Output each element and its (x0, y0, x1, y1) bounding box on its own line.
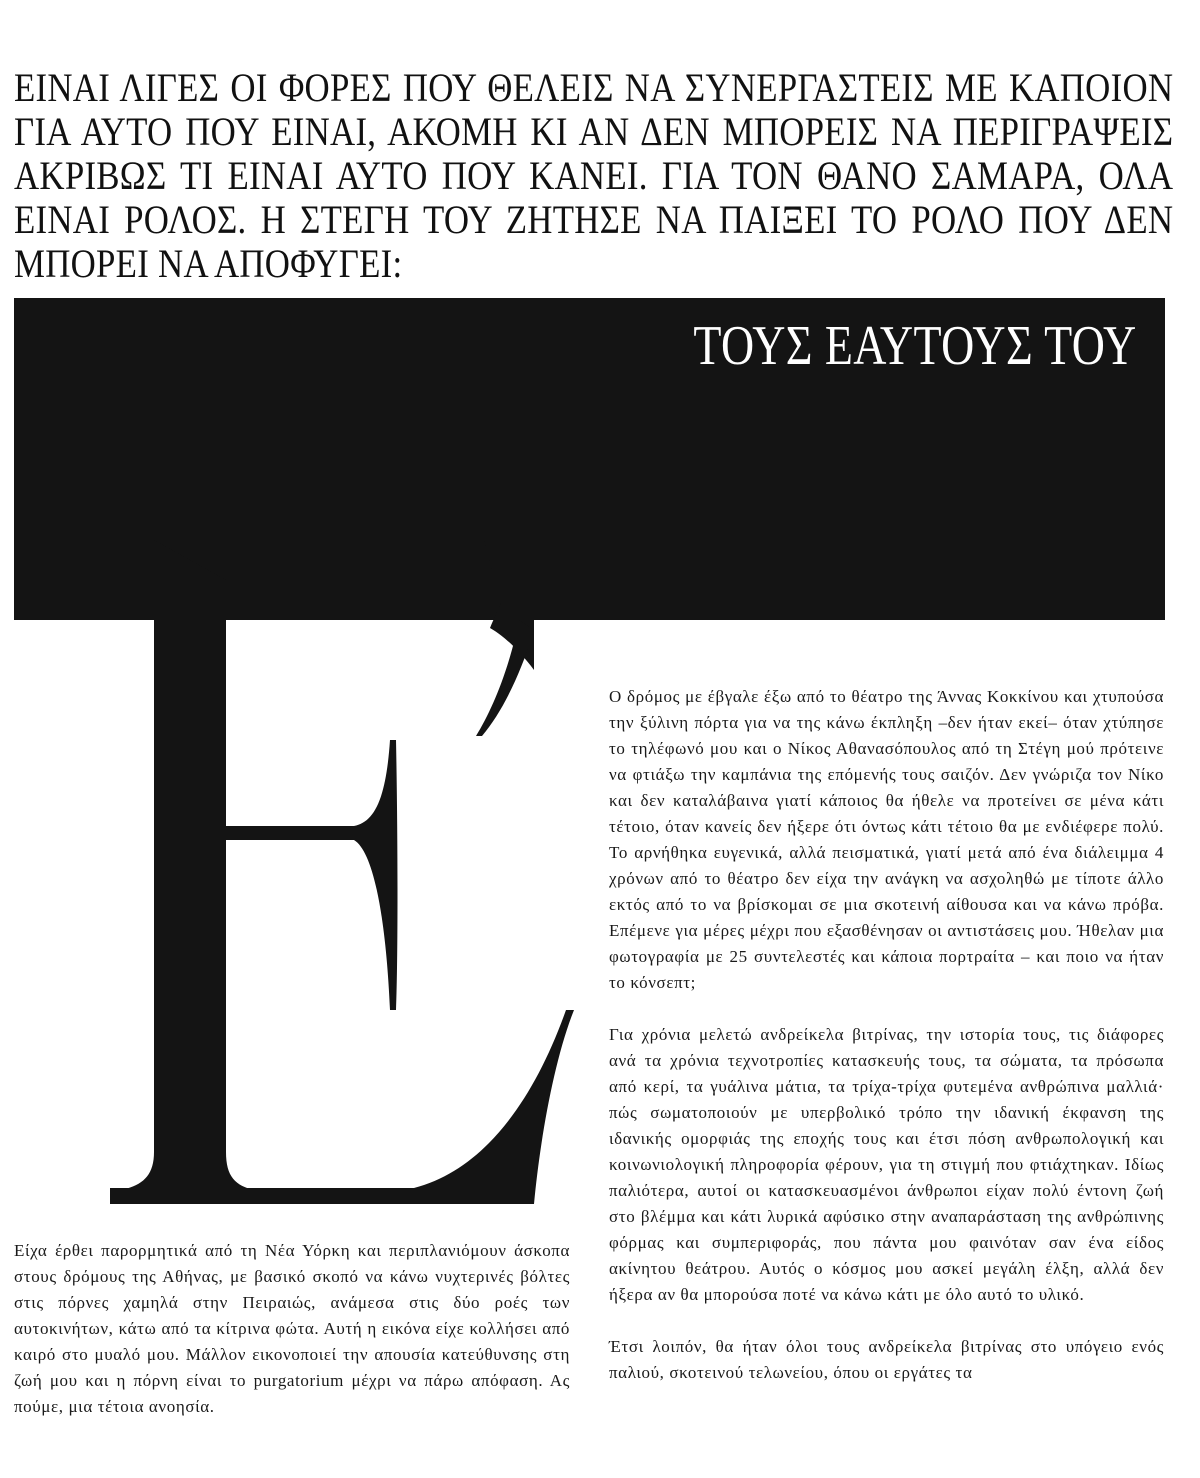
right-paragraph-3: Έτσι λοιπόν, θα ήταν όλοι τους ανδρείκελα βιτρίνας στο υπόγειο ενός παλιού, σκοτεινού τελωνείου, όπου οι εργάτες τα (609, 1337, 1164, 1382)
intro-paragraph: ΕΙΝΑΙ ΛΙΓΕΣ ΟΙ ΦΟΡΕΣ ΠΟΥ ΘΕΛΕΙΣ ΝΑ ΣΥΝΕΡΓΑΣΤΕΙΣ ΜΕ ΚΑΠΟΙΟΝ ΓΙΑ ΑΥΤΟ ΠΟΥ ΕΙΝΑΙ, ΑΚΟΜΗ ΚΙ ΑΝ ΔΕΝ ΜΠΟΡΕΙΣ ΝΑ ΠΕΡΙΓΡΑΨΕΙΣ ΑΚΡΙΒΩΣ ΤΙ ΕΙΝΑΙ ΑΥΤΟ ΠΟΥ ΚΑΝΕΙ. ΓΙΑ ΤΟΝ ΘΑΝΟ ΣΑΜΑΡΑ, ΟΛΑ ΕΙΝΑΙ ΡΟΛΟΣ. Η ΣΤΕΓΗ ΤΟΥ ΖΗΤΗΣΕ ΝΑ ΠΑΙΞΕΙ ΤΟ ΡΟΛΟ ΠΟΥ ΔΕΝ ΜΠΟΡΕΙ ΝΑ ΑΠΟΦΥΓΕΙ: (14, 65, 1174, 286)
band-title: ΤΟΥΣ ΕΑΥΤΟΥΣ ΤΟΥ (693, 315, 1137, 377)
right-paragraph-1: Ο δρόμος με έβγαλε έξω από το θέατρο της Άννας Κοκκίνου και χτυπούσα την ξύλινη πόρτα για να της κάνω έκπληξη –δεν ήταν εκεί– όταν χτύπησε το τηλέφωνό μου και ο Νίκος Αθανασόπουλος από τη Στέγη μού πρότεινε να φτιάξω την καμπάνια της επόμενής τους σαιζόν. Δεν γνώριζα τον Νίκο και δεν καταλάβαινα γιατί κάποιος θα ήθελε να προτείνει σε μένα κάτι τέτοιο, όταν κανείς δεν ήξερε ότι όντως κάτι τέτοιο θα με ενδιέφερε πολύ. Το αρνήθηκα ευγενικά, αλλά πεισματικά, γιατί μετά από ένα διάλειμμα 4 χρόνων από το θέατρο δεν είχα την ανάγκη να ασχοληθώ με τίποτε άλλο εκτός από το να βρίσκομαι σε μια σκοτεινή αίθουσα και να κάνω πρόβα. Επέμενε για μέρες μέχρι που εξασθένησαν οι αντιστάσεις μου. Ήθελαν μια φωτογραφία με 25 συντελεστές και κάποια πορτραίτα – και ποιο να ήταν το κόνσεπτ; (609, 687, 1164, 992)
left-column-text: Είχα έρθει παρορμητικά από τη Νέα Υόρκη και περιπλανιόμουν άσκοπα στους δρόμους της Αθήνας, με βασικό σκοπό να κάνω νυχτερινές βόλτες στις πόρνες χαμηλά στην Πειραιώς, ανάμεσα στις δύο ροές των αυτοκινήτων, κάτω από τα κίτρινα φώτα. Αυτή η εικόνα είχε κολλήσει από καιρό στο μυαλό μου. Μάλλον εικονοποιεί την απουσία κατεύθυνσης στη ζωή μου και η πόρνη είναι το purgatorium μέχρι να πάρω απόφαση. Ας πούμε, μια τέτοια ανοησία. (14, 1241, 570, 1416)
drop-cap-letter (14, 540, 574, 1220)
right-paragraph-2: Για χρόνια μελετώ ανδρείκελα βιτρίνας, την ιστορία τους, τις διάφορες ανά τα χρόνια τεχνοτροπίες κατασκευής τους, τα σώματα, τα πρόσωπα από κερί, τα γυάλινα μάτια, τα τρίχα-τρίχα φυτεμένα ανθρώπινα μαλλιά· πώς σωματοποιούν με υπερβολικό τρόπο την ιδανική έκφανση της ιδανικής ομορφιάς της εποχής τους και έτσι πόση ανθρωπολογική και κοινωνιολογική πληροφορία φέρουν, για τη στιγμή που φτιάχτηκαν. Ιδίως παλιότερα, αυτοί οι κατασκευασμένοι άνθρωποι είχαν πολύ έντονη ζωή στο βλέμμα και κάτι λυρικά αφύσικο στην αναπαράσταση της ανθρώπινης φόρμας και συμπεριφοράς, που πάντα μου φαινόταν σαν ένα είδος ακίνητου θεάτρου. Αυτός ο κόσμος μου ασκεί μεγάλη έλξη, αλλά δεν ήξερα αν θα μπορούσα ποτέ να κάνω κάτι με όλο αυτό το υλικό. (609, 1025, 1164, 1304)
right-column (609, 684, 1164, 1412)
